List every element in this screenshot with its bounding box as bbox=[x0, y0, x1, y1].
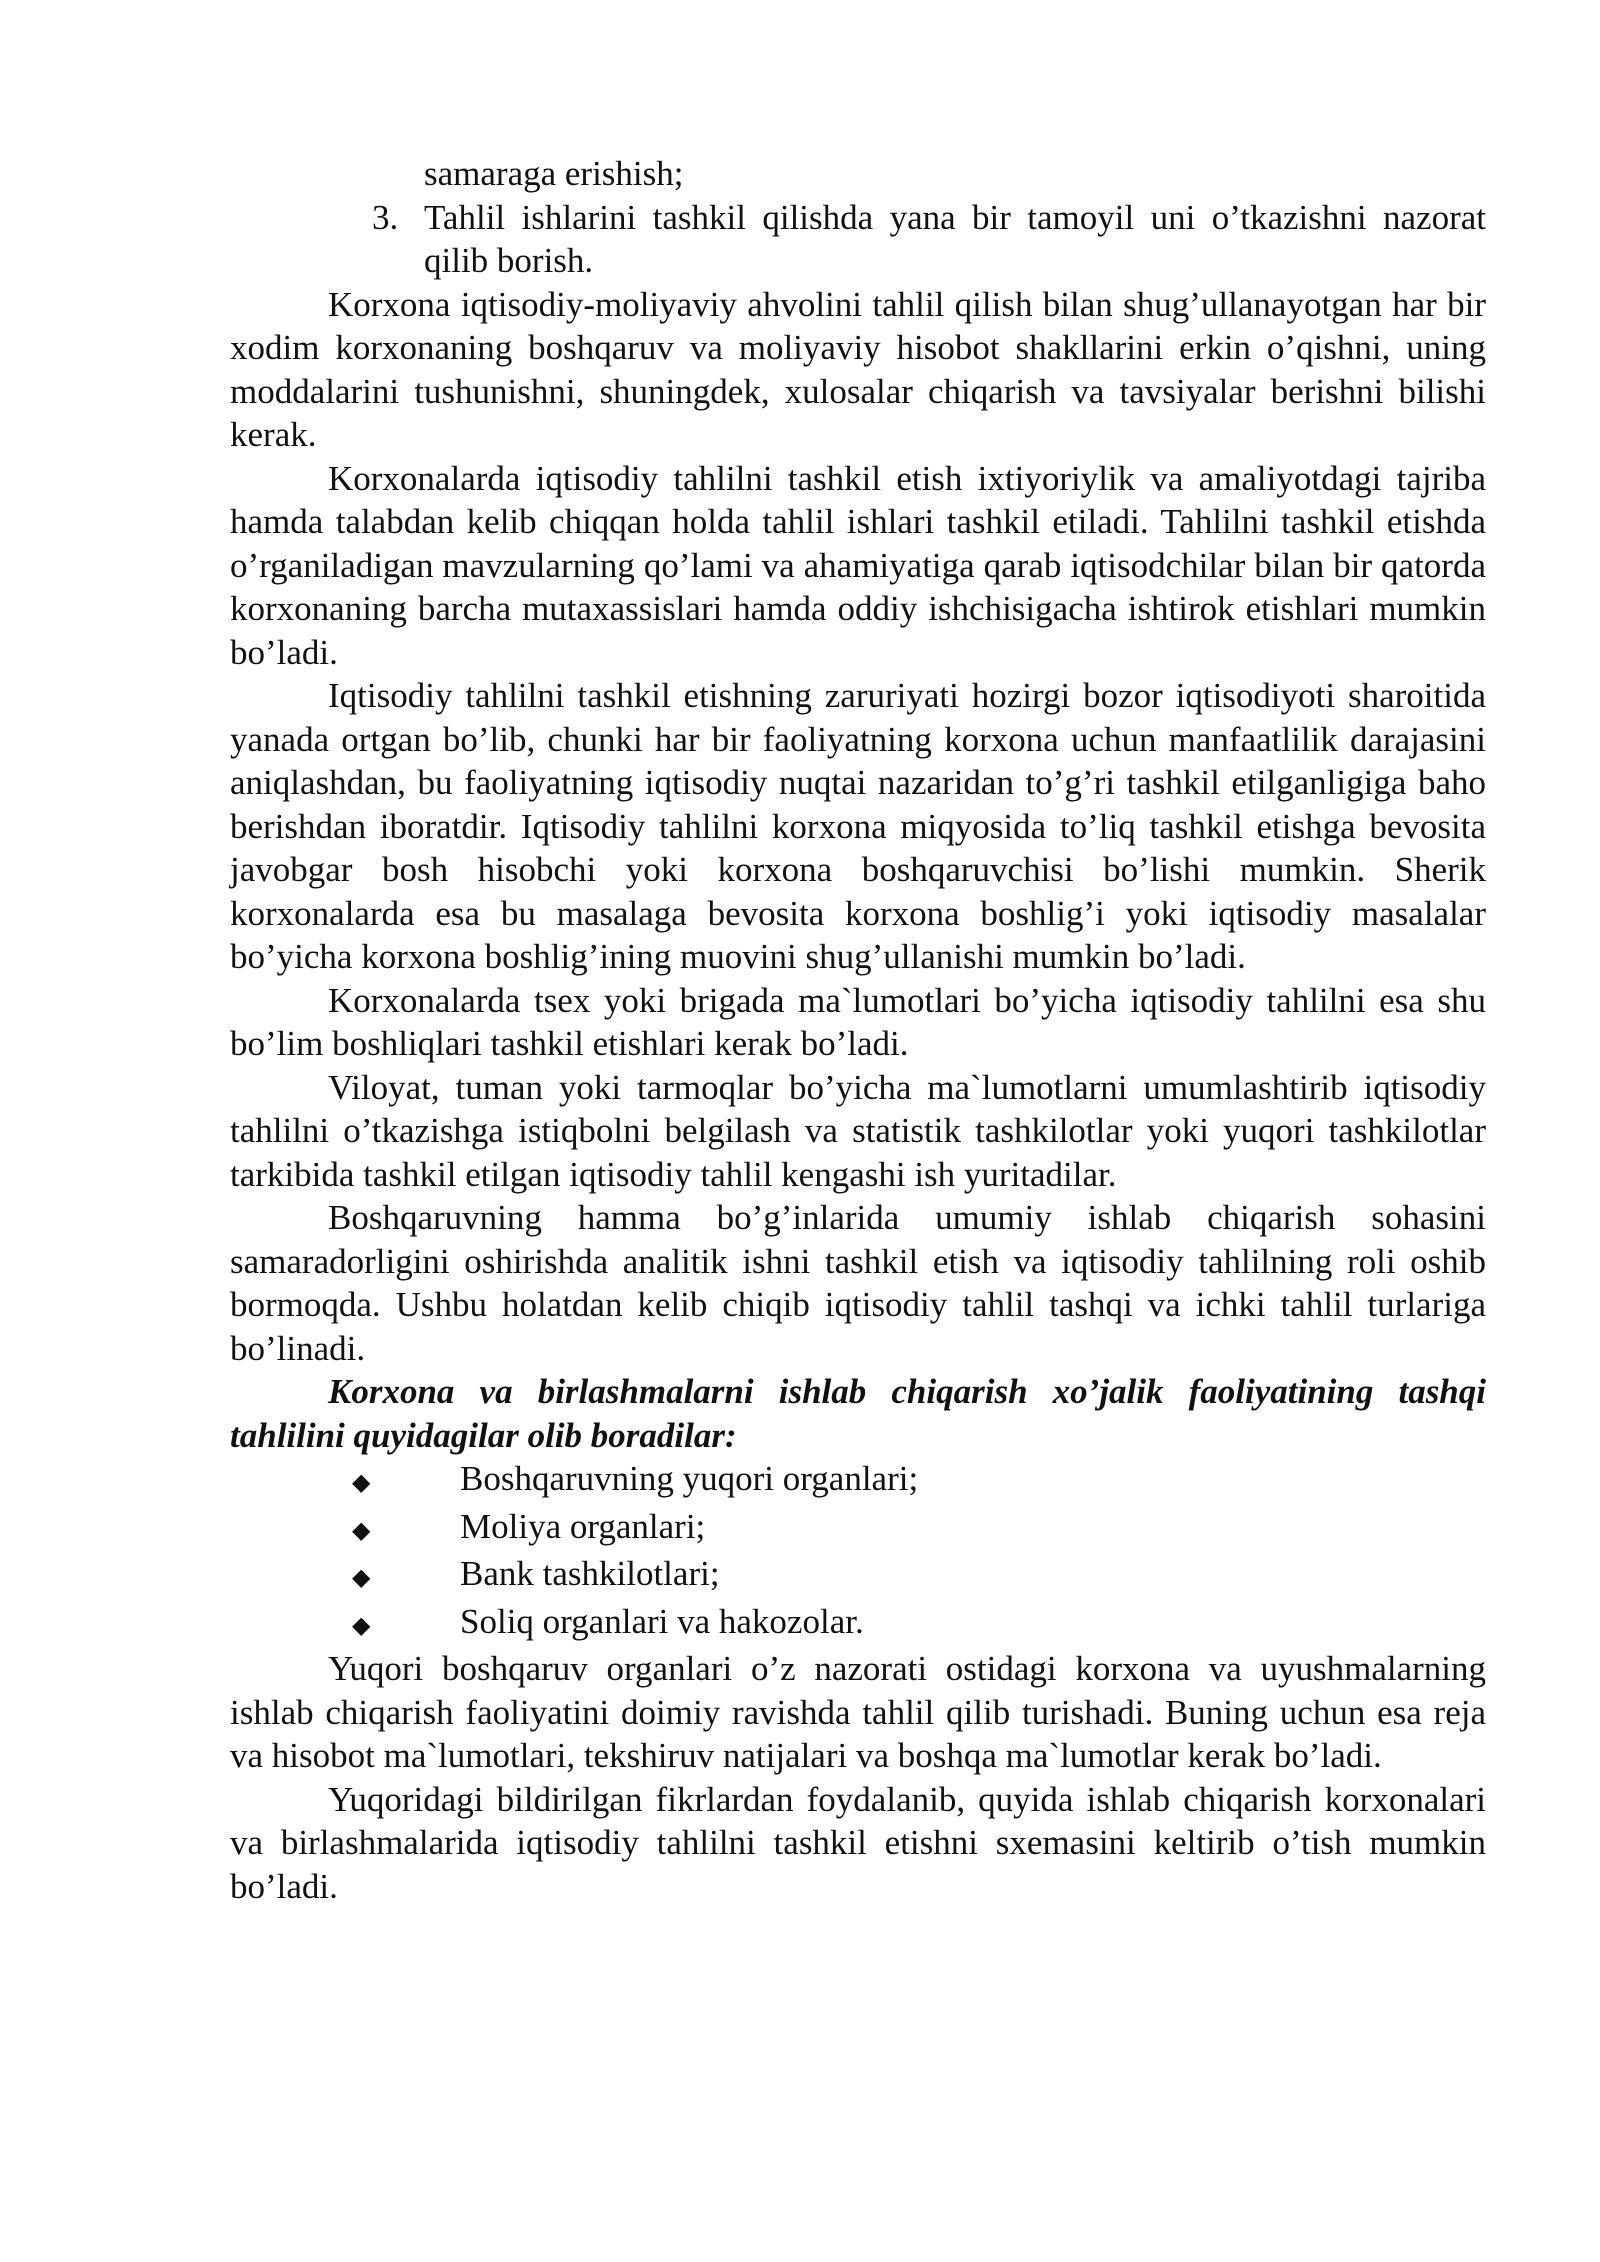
paragraph: Iqtisodiy tahlilni tashkil etishning zaruriyati hozirgi bozor iqtisodiyoti sharoitida yanada ortgan bo’lib, chunki har bir faoliyatning korxona uchun manfaatlilik darajasini aniqlashdan, bu faoliyatning iqtisodiy nuqtai nazaridan to’g’ri tashkil etilganligiga baho berishdan iboratdir. Iqtisodiy tahlilni korxona miqyosida to’liq tashkil etishga bevosita javobgar bosh hisobchi yoki korxona boshqaruvchisi bo’lishi mumkin. Sherik korxonalarda esa bu masalaga bevosita korxona boshlig’i yoki iqtisodiy masalalar bo’yicha korxona boshlig’ining muovini shug’ullanishi mumkin bo’ladi. bbox=[230, 676, 1486, 976]
list-item-text: Bank tashkilotlari; bbox=[460, 1554, 720, 1593]
diamond-bullet-icon: ◆ bbox=[352, 1515, 371, 1544]
list-number: 3. bbox=[372, 197, 399, 237]
bullet-list bbox=[230, 1457, 1486, 1647]
document-page bbox=[230, 152, 1486, 1908]
list-item-text: Boshqaruvning yuqori organlari; bbox=[460, 1459, 919, 1498]
list-item-text: Moliya organlari; bbox=[460, 1506, 706, 1546]
list-item-text: Soliq organlari va hakozolar. bbox=[460, 1601, 864, 1641]
paragraph: Viloyat, tuman yoki tarmoqlar bo’yicha ma`lumotlarni umumlashtirib iqtisodiy tahlilni o’tkazishga istiqbolni belgilash va statistik tashkilotlar yoki yuqori tashkilotlar tarkibida tashkil etilgan iqtisodiy tahlil kengashi ish yuritadilar. bbox=[230, 1067, 1486, 1194]
diamond-bullet-icon: ◆ bbox=[352, 1468, 371, 1496]
list-item bbox=[230, 1552, 1486, 1600]
list-item-text: Tahlil ishlarini tashkil qilishda yana bir tamoyil uni o’tkazishni nazorat qilib borish. bbox=[424, 197, 1486, 280]
paragraph: Yuqori boshqaruv organlari o’z nazorati ostidagi korxona va uyushmalarning ishlab chiqarish faoliyatini doimiy ravishda tahlil qilib turishadi. Buning uchun esa reja va hisobot ma`lumotlari, tekshiruv natijalari va boshqa ma`lumotlar kerak bo’ladi. bbox=[230, 1649, 1486, 1775]
paragraph: Korxonalarda tsex yoki brigada ma`lumotlari bo’yicha iqtisodiy tahlilni esa shu bo’lim boshliqlari tashkil etishlari kerak bo’ladi. bbox=[230, 980, 1486, 1063]
paragraph: Yuqoridagi bildirilgan fikrlardan foydalanib, quyida ishlab chiqarish korxonalari va birlashmalarida iqtisodiy tahlilni tashkil etishni sxemasini keltirib o’tish mumkin bo’ladi. bbox=[230, 1779, 1486, 1906]
list-item bbox=[230, 1505, 1486, 1553]
section-heading: Korxona va birlashmalarni ishlab chiqarish xo’jalik faoliyatining tashqi tahlilini quyidagilar olib boradilar: bbox=[230, 1372, 1486, 1455]
list-item bbox=[230, 1457, 1486, 1505]
paragraph: Korxonalarda iqtisodiy tahlilni tashkil etish ixtiyoriylik va amaliyotdagi tajriba hamda talabdan kelib chiqqan holda tahlil ishlari tashkil etiladi. Tahlilni tashkil etishda o’rganiladigan mavzularning qo’lami va ahamiyatiga qarab iqtisodchilar bilan bir qatorda korxonaning barcha mutaxassislari hamda oddiy ishchisigacha ishtirok etishlari mumkin bo’ladi. bbox=[230, 458, 1486, 672]
list-item bbox=[230, 1600, 1486, 1648]
diamond-bullet-icon: ◆ bbox=[352, 1563, 371, 1591]
numbered-list-item bbox=[230, 196, 1486, 283]
continuation-line: samaraga erishish; bbox=[424, 154, 684, 193]
diamond-bullet-icon: ◆ bbox=[352, 1610, 371, 1639]
paragraph: Boshqaruvning hamma bo’g’inlarida umumiy ishlab chiqarish sohasini samaradorligini oshirishda analitik ishni tashkil etish va iqtisodiy tahlilning roli oshib bormoqda. Ushbu holatdan kelib chiqib iqtisodiy tahlil tashqi va ichki tahlil turlariga bo’linadi. bbox=[230, 1198, 1486, 1368]
paragraph: Korxona iqtisodiy-moliyaviy ahvolini tahlil qilish bilan shug’ullanayotgan har bir xodim korxonaning boshqaruv va moliyaviy hisobot shakllarini erkin o’qishni, uning moddalarini tushunishni, shuningdek, xulosalar chiqarish va tavsiyalar berishni bilishi kerak. bbox=[230, 284, 1486, 454]
